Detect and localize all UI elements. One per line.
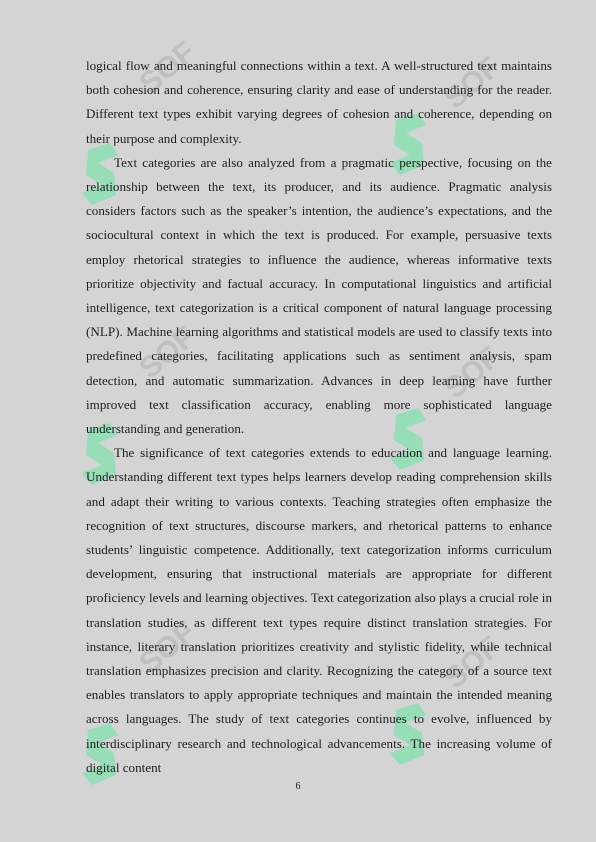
watermark-text: SOF [133,615,202,681]
watermark-text: SOF [438,50,507,116]
body-text [86,54,552,780]
paragraph: logical flow and meaningful connections within a text. A well-structured text maintains both cohesion and coherence, ensuring clarity and ease of understanding for the reader. Different text types exhibit varying degrees of cohesion and coherence, depending on their purpose and complexity. [86,58,552,146]
watermark-text: SOF [438,340,507,406]
watermark-text: SOF [133,320,202,386]
page-number: 6 [295,781,301,792]
paragraph: Text categories are also analyzed from a pragmatic perspective, focusing on the relationship between the text, its producer, and its audience. Pragmatic analysis considers factors such as the speaker’s intention, the audience’s expectations, and the sociocultural context in which the text is produced. For example, persuasive texts employ rhetorical strategies to influence the audience, whereas informative texts prioritize objectivity and factual accuracy. In computational linguistics and artificial intelligence, text categorization is a critical component of natural language processing (NLP). Machine learning algorithms and statistical models are used to classify texts into predefined categories, facilitating applications such as sentiment analysis, spam detection, and automatic summarization. Advances in deep learning have further improved text classification accuracy, enabling more sophisticated language understanding and generation. [86,154,552,437]
paragraph: The significance of text categories extends to education and language learning. Understanding different text types helps learners develop reading comprehension skills and adapt their writing to various contexts. Teaching strategies often emphasize the recognition of text structures, discourse markers, and rhetorical patterns to enhance students’ linguistic competence. Additionally, text categorization informs curriculum development, ensuring that instructional materials are appropriate for different proficiency levels and learning objectives. Text categorization also plays a crucial role in translation studies, as different text types require distinct translation strategies. For instance, literary translation prioritizes creativity and stylistic fidelity, while technical translation emphasizes precision and clarity. Recognizing the category of a source text enables translators to apply appropriate techniques and maintain the intended meaning across languages. The study of text categories continues to evolve, influenced by interdisciplinary research and technological advancements. The increasing volume of digital content [86,445,552,775]
watermark-text: SOF [438,630,507,696]
watermark-text: SOF [133,35,202,101]
